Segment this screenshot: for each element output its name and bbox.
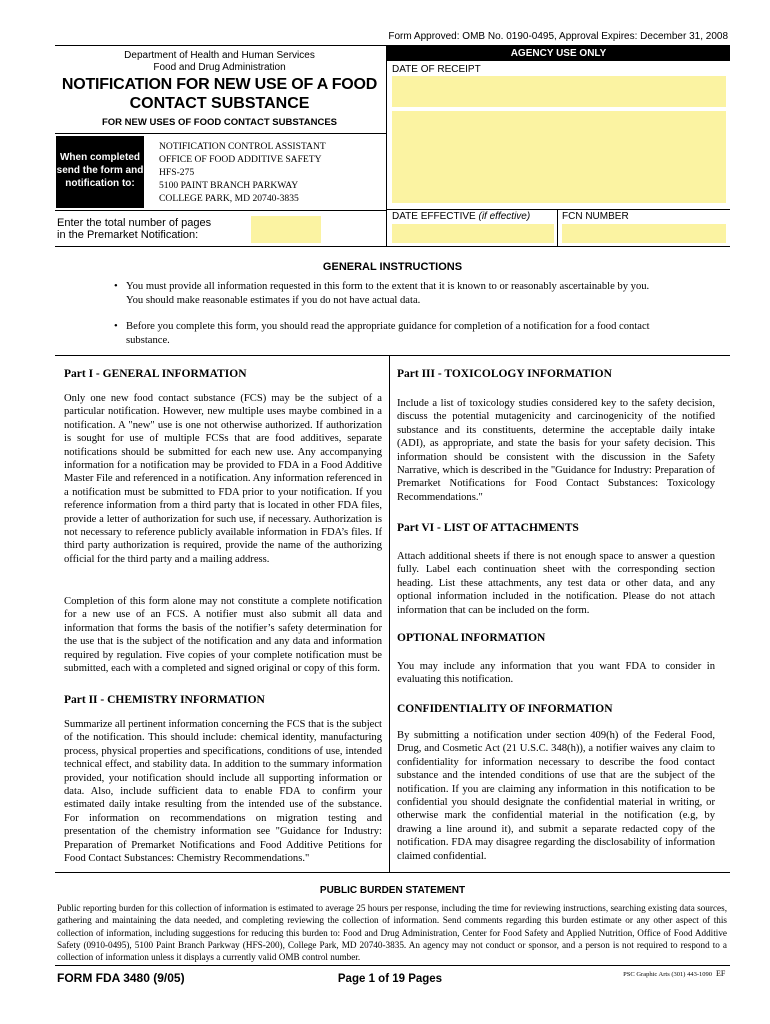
date-of-receipt-field[interactable]: [392, 76, 726, 107]
fcn-number-field[interactable]: [562, 224, 726, 243]
ef-mark: EF: [716, 969, 726, 978]
page-info: Page 1 of 19 Pages: [337, 973, 443, 985]
agency-use-heading: AGENCY USE ONLY: [387, 46, 730, 61]
pages-field-label: [57, 217, 211, 241]
instruction-bullet-1: [114, 280, 714, 308]
form-id: FORM FDA 3480 (9/05): [57, 971, 185, 985]
confidentiality-heading: CONFIDENTIALITY OF INFORMATION: [397, 703, 613, 715]
part6-heading: Part VI - LIST OF ATTACHMENTS: [397, 522, 579, 534]
date-effective-label-text: DATE EFFECTIVE: [392, 211, 476, 222]
public-burden-heading: PUBLIC BURDEN STATEMENT: [319, 885, 466, 896]
address-line: HFS-275: [159, 167, 195, 178]
part2-paragraph: Summarize all pertinent information concerning the FCS that is the subject of the notification. This should include: chemical identity, manufacturing process, physical properties and specifications, conditions of use, intended technical effect, and stability data. In addition to the summary information provided, your notification should include all supporting information or data. Also, include sufficient data to enable FDA to confirm your estimated daily intake resulting from the intended use of the substance. For information on recommendations on migration testing and presentation of the chemistry information see "Guidance for Industry: Preparation of Premarket Notifications and Food Additive Petitions for Food Contact Substances: Chemistry Recommendations.": [64, 719, 382, 865]
part3-heading: Part III - TOXICOLOGY INFORMATION: [397, 368, 612, 380]
pages-field-label-line1: Enter the total number of pages: [57, 217, 212, 229]
part1-heading: Part I - GENERAL INFORMATION: [64, 368, 247, 380]
agency-name: Food and Drug Administration: [153, 62, 286, 73]
date-effective-field[interactable]: [392, 224, 554, 243]
bullet-icon: •: [114, 281, 118, 292]
omb-notice: Form Approved: OMB No. 0190-0495, Approval Expires: December 31, 2008: [388, 31, 728, 42]
part1-paragraph-1: Only one new food contact substance (FCS) may be the subject of a particular notification. However, new multiple uses maybe combined in a notification. A "new" use is one not otherwise authorized. If authorization is sought for use of multiple FCSs that are food additives, separate notifications should be submitted for each new use. Any accompanying information for a notification may be provided to FDA in a Food Additive Master File and referenced in a notification. Any information referenced in a notification must be submitted to FDA prior to your notification. If you reference information from a third party that is located in other FDA files, provide a letter of authorization for such use, if necessary. Authorization is not necessary to reference publicly available information in FDA’s files. If third party authorization is required, provide the name of the authorizing official for the third party and a mailing address.: [64, 393, 382, 565]
bullet-2-line2: substance.: [126, 335, 170, 346]
confidentiality-paragraph: By submitting a notification under section 409(h) of the Federal Food, Drug, and Cosmetic Act (21 U.S.C. 348(h)), a notifier waives any claim to confidentiality for information necessary to describe the food contact substance and the intended conditions of use that are the subject of the notification. If you are claiming any information in this notification to be confidential you should designate the confidential material in writing, or otherwise mark the confidential material in the notification (e.g, by drawing a line around it), and submit a separate redacted copy of the notification. FDA may disagree regarding the disclosability of information claimed confidential.: [397, 730, 715, 862]
bullet-icon: •: [114, 321, 118, 332]
general-instructions-heading: GENERAL INSTRUCTIONS: [322, 261, 463, 273]
public-burden-text: Public reporting burden for this collection of information is estimated to average 25 hours per response, including the time for reviewing instructions, searching existing data sources, gathering and maintaining the data needed, and completing reviewing the collection of information. Send comments regarding this burden estimate or any other aspect of this collection of information, including suggestions for reducing this burden to: Food and Drug Administration, Center for Food Safety and Applied Nutrition, Office of Food Additive Safety (0910-0495), 5100 Paint Branch Parkway (HFS-200), College Park, MD 20740-3835. An agency may not conduct or sponsor, and a person is not required to respond to a collection of information unless it displays a currently valid OMB control number.: [57, 903, 727, 963]
psc-graphic-arts: PSC Graphic Arts (301) 443-1090: [623, 971, 712, 978]
send-to-address: [159, 140, 326, 205]
address-line: NOTIFICATION CONTROL ASSISTANT: [159, 141, 326, 152]
total-pages-input[interactable]: [251, 216, 321, 243]
instruction-bullet-2: [114, 320, 714, 348]
send-to-label-line1: When completed: [59, 152, 140, 163]
part3-paragraph: Include a list of toxicology studies considered key to the safety decision, discuss the potential mutagenicity and carcinogenicity of the notified substance and its constituents, determine the acceptable daily intake (ADI), as appropriate, and state the basis for your safety decision. This information should be consistent with the discussion in the Safety Narrative, which is described in the "Guidance for Industry: Preparation of Premarket Notifications for Food Contact Substances: Toxicology Recommendations.": [397, 398, 715, 503]
date-effective-label: [392, 211, 530, 222]
date-of-receipt-label: DATE OF RECEIPT: [392, 64, 481, 75]
date-effective-note: (if effective): [478, 211, 531, 222]
send-to-label-line3: notification to:: [65, 178, 135, 189]
form-subtitle: FOR NEW USES OF FOOD CONTACT SUBSTANCES: [101, 117, 338, 128]
bullet-1-line1: You must provide all information requested in this form to the extent that it is known to or reasonably ascertainable by you.: [126, 281, 650, 292]
bullet-2-line1: Before you complete this form, you should read the appropriate guidance for completion of a notification for a food contact: [126, 321, 650, 332]
send-to-label-box: [56, 136, 144, 208]
send-to-label-line2: send the form and: [56, 165, 144, 176]
form-title-line2: CONTACT SUBSTANCE: [129, 95, 310, 112]
form-title-line1: NOTIFICATION FOR NEW USE OF A FOOD: [61, 76, 378, 93]
address-line: COLLEGE PARK, MD 20740-3835: [159, 193, 299, 204]
address-line: 5100 PAINT BRANCH PARKWAY: [159, 180, 299, 191]
optional-paragraph: You may include any information that you want FDA to consider in evaluating this notification.: [397, 661, 715, 686]
part6-paragraph: Attach additional sheets if there is not enough space to answer a question fully. Label each continuation sheet with the corresponding section heading. List these attachments, any test data or other data, and any optional information included in the notification. Please do not attach information that can be included on the form.: [397, 551, 715, 616]
part1-paragraph-2: Completion of this form alone may not constitute a complete notification for a new use of an FCS. A notifier must also submit all data and information that forms the basis of the notifier’s safety determination for the use that is the subject of the notification and any data and information required by regulation. Five copies of your complete notification must be submitted, each with a completed and signed original or copy of this form.: [64, 596, 382, 675]
part2-heading: Part II - CHEMISTRY INFORMATION: [64, 694, 265, 706]
pages-field-label-line2: in the Premarket Notification:: [57, 229, 199, 241]
agency-notes-field[interactable]: [392, 111, 726, 203]
fcn-number-label: FCN NUMBER: [562, 211, 629, 222]
bullet-1-line2: You should make reasonable estimates if you do not have actual data.: [126, 295, 421, 306]
address-line: OFFICE OF FOOD ADDITIVE SAFETY: [159, 154, 322, 165]
department-name: Department of Health and Human Services: [124, 50, 315, 61]
optional-heading: OPTIONAL INFORMATION: [397, 632, 546, 644]
